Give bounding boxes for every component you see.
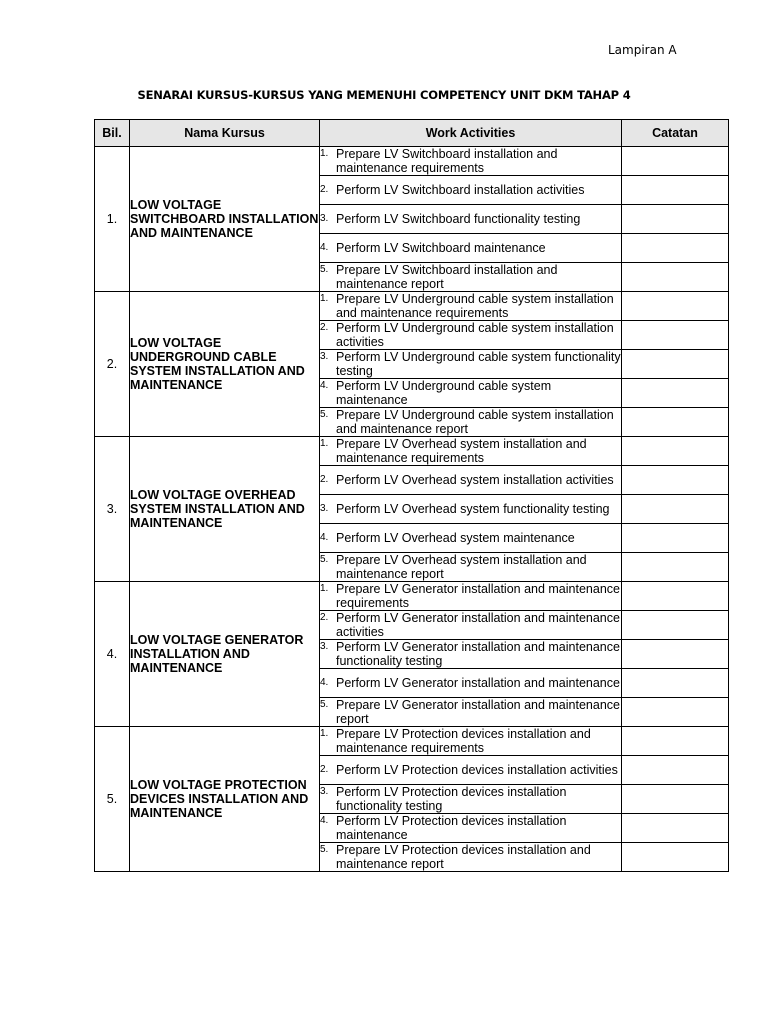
work-activity-item bbox=[320, 553, 621, 581]
activity-text: Perform LV Generator installation and maintenance activities bbox=[336, 611, 620, 639]
activity-number: 3. bbox=[320, 786, 329, 797]
work-activity-item bbox=[320, 292, 621, 320]
activity-text: Perform LV Overhead system maintenance bbox=[336, 531, 575, 545]
work-activity-item bbox=[320, 698, 621, 726]
activity-number: 4. bbox=[320, 677, 329, 688]
activity-number: 3. bbox=[320, 351, 329, 362]
catatan-cell bbox=[622, 640, 729, 669]
catatan-cell bbox=[622, 408, 729, 437]
work-activity-item bbox=[320, 843, 621, 871]
work-activity-cell bbox=[320, 321, 622, 350]
course-number: 4. bbox=[95, 582, 130, 727]
activity-text: Prepare LV Overhead system installation and maintenance requirements bbox=[336, 437, 587, 465]
activity-text: Prepare LV Switchboard installation and maintenance requirements bbox=[336, 147, 558, 175]
work-activity-cell bbox=[320, 466, 622, 495]
catatan-cell bbox=[622, 611, 729, 640]
activity-number: 4. bbox=[320, 242, 329, 253]
activity-number: 1. bbox=[320, 148, 329, 159]
work-activity-cell bbox=[320, 669, 622, 698]
work-activity-cell bbox=[320, 582, 622, 611]
work-activity-cell bbox=[320, 147, 622, 176]
work-activity-item bbox=[320, 611, 621, 639]
work-activity-item bbox=[320, 763, 621, 777]
work-activity-item bbox=[320, 531, 621, 545]
work-activity-cell bbox=[320, 495, 622, 524]
activity-number: 5. bbox=[320, 699, 329, 710]
activity-number: 1. bbox=[320, 583, 329, 594]
activity-number: 4. bbox=[320, 532, 329, 543]
table-row bbox=[95, 582, 729, 611]
activity-text: Perform LV Overhead system installation activities bbox=[336, 473, 614, 487]
course-name: LOW VOLTAGE PROTECTION DEVICES INSTALLATION AND MAINTENANCE bbox=[130, 727, 320, 872]
activity-text: Prepare LV Generator installation and maintenance requirements bbox=[336, 582, 620, 610]
catatan-cell bbox=[622, 843, 729, 872]
catatan-cell bbox=[622, 234, 729, 263]
work-activity-item bbox=[320, 437, 621, 465]
document-title: SENARAI KURSUS-KURSUS YANG MEMENUHI COMPETENCY UNIT DKM TAHAP 4 bbox=[137, 88, 631, 102]
work-activity-item bbox=[320, 785, 621, 813]
table-row bbox=[95, 147, 729, 176]
catatan-cell bbox=[622, 785, 729, 814]
work-activity-cell bbox=[320, 756, 622, 785]
activity-text: Prepare LV Switchboard installation and maintenance report bbox=[336, 263, 558, 291]
catatan-cell bbox=[622, 147, 729, 176]
work-activity-item bbox=[320, 814, 621, 842]
table-body bbox=[95, 147, 729, 872]
course-number: 5. bbox=[95, 727, 130, 872]
activity-number: 2. bbox=[320, 764, 329, 775]
work-activity-item bbox=[320, 408, 621, 436]
work-activity-item bbox=[320, 727, 621, 755]
work-activity-cell bbox=[320, 437, 622, 466]
catatan-cell bbox=[622, 321, 729, 350]
work-activity-cell bbox=[320, 640, 622, 669]
work-activity-cell bbox=[320, 408, 622, 437]
work-activity-cell bbox=[320, 379, 622, 408]
activity-text: Prepare LV Underground cable system installation and maintenance requirements bbox=[336, 292, 614, 320]
activity-number: 2. bbox=[320, 322, 329, 333]
work-activity-item bbox=[320, 502, 621, 516]
activity-number: 3. bbox=[320, 503, 329, 514]
catatan-cell bbox=[622, 437, 729, 466]
catatan-cell bbox=[622, 176, 729, 205]
work-activity-cell bbox=[320, 785, 622, 814]
catatan-cell bbox=[622, 698, 729, 727]
activity-text: Prepare LV Protection devices installation and maintenance report bbox=[336, 843, 591, 871]
work-activity-cell bbox=[320, 698, 622, 727]
activity-number: 3. bbox=[320, 213, 329, 224]
activity-number: 5. bbox=[320, 409, 329, 420]
table-row bbox=[95, 727, 729, 756]
table-header-row bbox=[95, 120, 729, 147]
activity-text: Perform LV Switchboard installation activities bbox=[336, 183, 585, 197]
activity-text: Perform LV Generator installation and maintenance functionality testing bbox=[336, 640, 620, 668]
activity-text: Perform LV Overhead system functionality testing bbox=[336, 502, 610, 516]
catatan-cell bbox=[622, 350, 729, 379]
course-number: 3. bbox=[95, 437, 130, 582]
catatan-cell bbox=[622, 292, 729, 321]
work-activity-item bbox=[320, 582, 621, 610]
column-header-work-activities: Work Activities bbox=[320, 120, 622, 147]
column-header-bil: Bil. bbox=[95, 120, 130, 147]
catatan-cell bbox=[622, 379, 729, 408]
activity-number: 1. bbox=[320, 438, 329, 449]
work-activity-cell bbox=[320, 611, 622, 640]
catatan-cell bbox=[622, 553, 729, 582]
catatan-cell bbox=[622, 466, 729, 495]
activity-number: 1. bbox=[320, 293, 329, 304]
activity-text: Perform LV Protection devices installation activities bbox=[336, 763, 618, 777]
catatan-cell bbox=[622, 669, 729, 698]
work-activity-cell bbox=[320, 814, 622, 843]
activity-text: Perform LV Underground cable system functionality testing bbox=[336, 350, 621, 378]
activity-number: 5. bbox=[320, 844, 329, 855]
work-activity-item bbox=[320, 473, 621, 487]
column-header-nama-kursus: Nama Kursus bbox=[130, 120, 320, 147]
table-row bbox=[95, 437, 729, 466]
activity-number: 5. bbox=[320, 554, 329, 565]
catatan-cell bbox=[622, 495, 729, 524]
work-activity-item bbox=[320, 263, 621, 291]
table-row bbox=[95, 292, 729, 321]
column-header-catatan: Catatan bbox=[622, 120, 729, 147]
activity-text: Perform LV Protection devices installation maintenance bbox=[336, 814, 567, 842]
course-name: LOW VOLTAGE SWITCHBOARD INSTALLATION AND MAINTENANCE bbox=[130, 147, 320, 292]
course-number: 2. bbox=[95, 292, 130, 437]
activity-number: 2. bbox=[320, 612, 329, 623]
work-activity-cell bbox=[320, 292, 622, 321]
work-activity-item bbox=[320, 640, 621, 668]
work-activity-cell bbox=[320, 524, 622, 553]
activity-number: 3. bbox=[320, 641, 329, 652]
catatan-cell bbox=[622, 814, 729, 843]
work-activity-item bbox=[320, 241, 621, 255]
course-number: 1. bbox=[95, 147, 130, 292]
work-activity-item bbox=[320, 147, 621, 175]
work-activity-item bbox=[320, 212, 621, 226]
activity-text: Perform LV Underground cable system installation activities bbox=[336, 321, 614, 349]
catatan-cell bbox=[622, 582, 729, 611]
activity-number: 1. bbox=[320, 728, 329, 739]
activity-number: 4. bbox=[320, 815, 329, 826]
work-activity-cell bbox=[320, 234, 622, 263]
work-activity-item bbox=[320, 350, 621, 378]
work-activity-cell bbox=[320, 263, 622, 292]
activity-text: Prepare LV Generator installation and maintenance report bbox=[336, 698, 620, 726]
work-activity-cell bbox=[320, 727, 622, 756]
activity-number: 2. bbox=[320, 474, 329, 485]
work-activity-cell bbox=[320, 843, 622, 872]
course-name: LOW VOLTAGE UNDERGROUND CABLE SYSTEM INSTALLATION AND MAINTENANCE bbox=[130, 292, 320, 437]
work-activity-item bbox=[320, 321, 621, 349]
work-activity-cell bbox=[320, 553, 622, 582]
attachment-label: Lampiran A bbox=[608, 43, 677, 57]
activity-text: Perform LV Switchboard functionality testing bbox=[336, 212, 581, 226]
activity-text: Prepare LV Protection devices installation and maintenance requirements bbox=[336, 727, 591, 755]
work-activity-cell bbox=[320, 176, 622, 205]
catatan-cell bbox=[622, 205, 729, 234]
course-name: LOW VOLTAGE OVERHEAD SYSTEM INSTALLATION AND MAINTENANCE bbox=[130, 437, 320, 582]
catatan-cell bbox=[622, 263, 729, 292]
activity-text: Perform LV Generator installation and maintenance bbox=[336, 676, 620, 690]
work-activity-cell bbox=[320, 350, 622, 379]
activity-text: Prepare LV Underground cable system installation and maintenance report bbox=[336, 408, 614, 436]
activity-number: 4. bbox=[320, 380, 329, 391]
catatan-cell bbox=[622, 524, 729, 553]
activity-number: 2. bbox=[320, 184, 329, 195]
activity-number: 5. bbox=[320, 264, 329, 275]
course-table bbox=[94, 119, 729, 872]
work-activity-cell bbox=[320, 205, 622, 234]
activity-text: Prepare LV Overhead system installation and maintenance report bbox=[336, 553, 587, 581]
work-activity-item bbox=[320, 379, 621, 407]
work-activity-item bbox=[320, 676, 621, 690]
activity-text: Perform LV Underground cable system maintenance bbox=[336, 379, 552, 407]
activity-text: Perform LV Switchboard maintenance bbox=[336, 241, 546, 255]
catatan-cell bbox=[622, 756, 729, 785]
course-name: LOW VOLTAGE GENERATOR INSTALLATION AND MAINTENANCE bbox=[130, 582, 320, 727]
work-activity-item bbox=[320, 183, 621, 197]
activity-text: Perform LV Protection devices installation functionality testing bbox=[336, 785, 567, 813]
catatan-cell bbox=[622, 727, 729, 756]
